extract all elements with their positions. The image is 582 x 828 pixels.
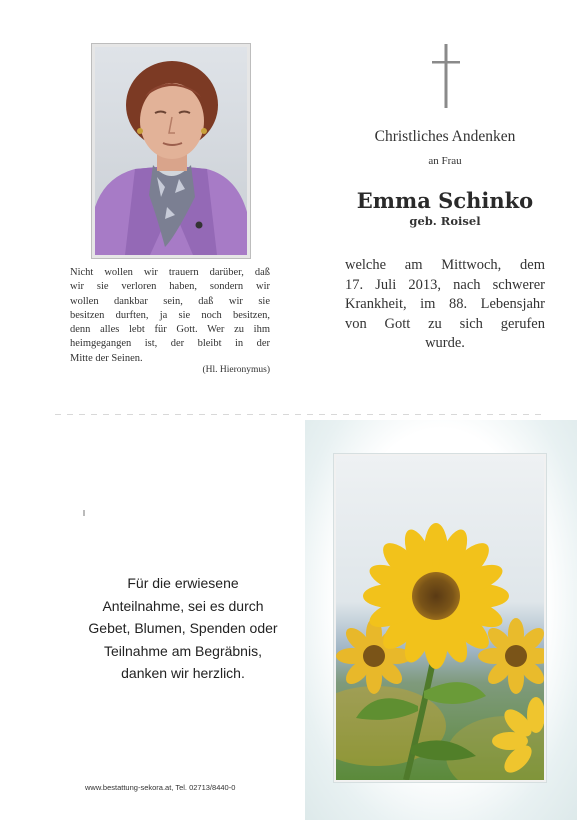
- thanks-line: Anteilnahme, sei es durch: [102, 597, 264, 614]
- death-notice-line: 17. Juli 2013, nach schwerer: [345, 276, 545, 293]
- scan-mark: [83, 510, 85, 516]
- thanks-line: Für die erwiesene: [127, 575, 239, 591]
- deceased-name: Emma Schinko: [356, 188, 534, 213]
- thanks-line: danken wir herzlich.: [121, 665, 245, 681]
- thanks-line: Teilnahme am Begräbnis,: [104, 642, 262, 659]
- thanks-line: Gebet, Blumen, Spenden oder: [88, 620, 278, 636]
- death-notice-line: Krankheit, im 88. Lebensjahr: [345, 296, 545, 312]
- poem-attribution: (Hl. Hieronymus): [202, 365, 270, 375]
- maiden-name: geb. Roisel: [409, 214, 481, 228]
- card-heading: Christliches Andenken: [374, 128, 516, 145]
- death-notice-line: von Gott zu sich gerufen: [345, 315, 545, 332]
- poem-line: besitzen durften, ja sie noch besitzen,: [70, 309, 270, 321]
- death-notice-line: welche am Mittwoch, dem: [345, 257, 545, 273]
- sunflower-photo: [334, 454, 546, 782]
- funeral-home-footer: www.bestattung-sekora.at, Tel. 02713/8440-0: [85, 783, 236, 792]
- salutation: an Frau: [428, 155, 462, 167]
- poem-line: heimgegangen ist, der bleibt in der: [70, 338, 270, 350]
- poem-line: denn alles lebt für Gott. Wer zu ihm: [70, 324, 270, 336]
- poem-line: Mitte der Seinen.: [70, 352, 143, 364]
- poem-line: wollen dankbar sein, daß wir sie: [70, 295, 270, 307]
- portrait-photo: [92, 44, 250, 258]
- death-notice: [345, 256, 545, 354]
- death-notice-line: wurde.: [425, 335, 465, 351]
- thanks-text: [58, 572, 308, 685]
- fold-line: [55, 414, 545, 415]
- cross-icon: [432, 44, 460, 108]
- poem-text: [70, 266, 270, 366]
- poem-line: Nicht wollen wir trauern darüber, daß: [70, 267, 270, 278]
- poem-line: wir sie verloren haben, sondern wir: [70, 281, 270, 293]
